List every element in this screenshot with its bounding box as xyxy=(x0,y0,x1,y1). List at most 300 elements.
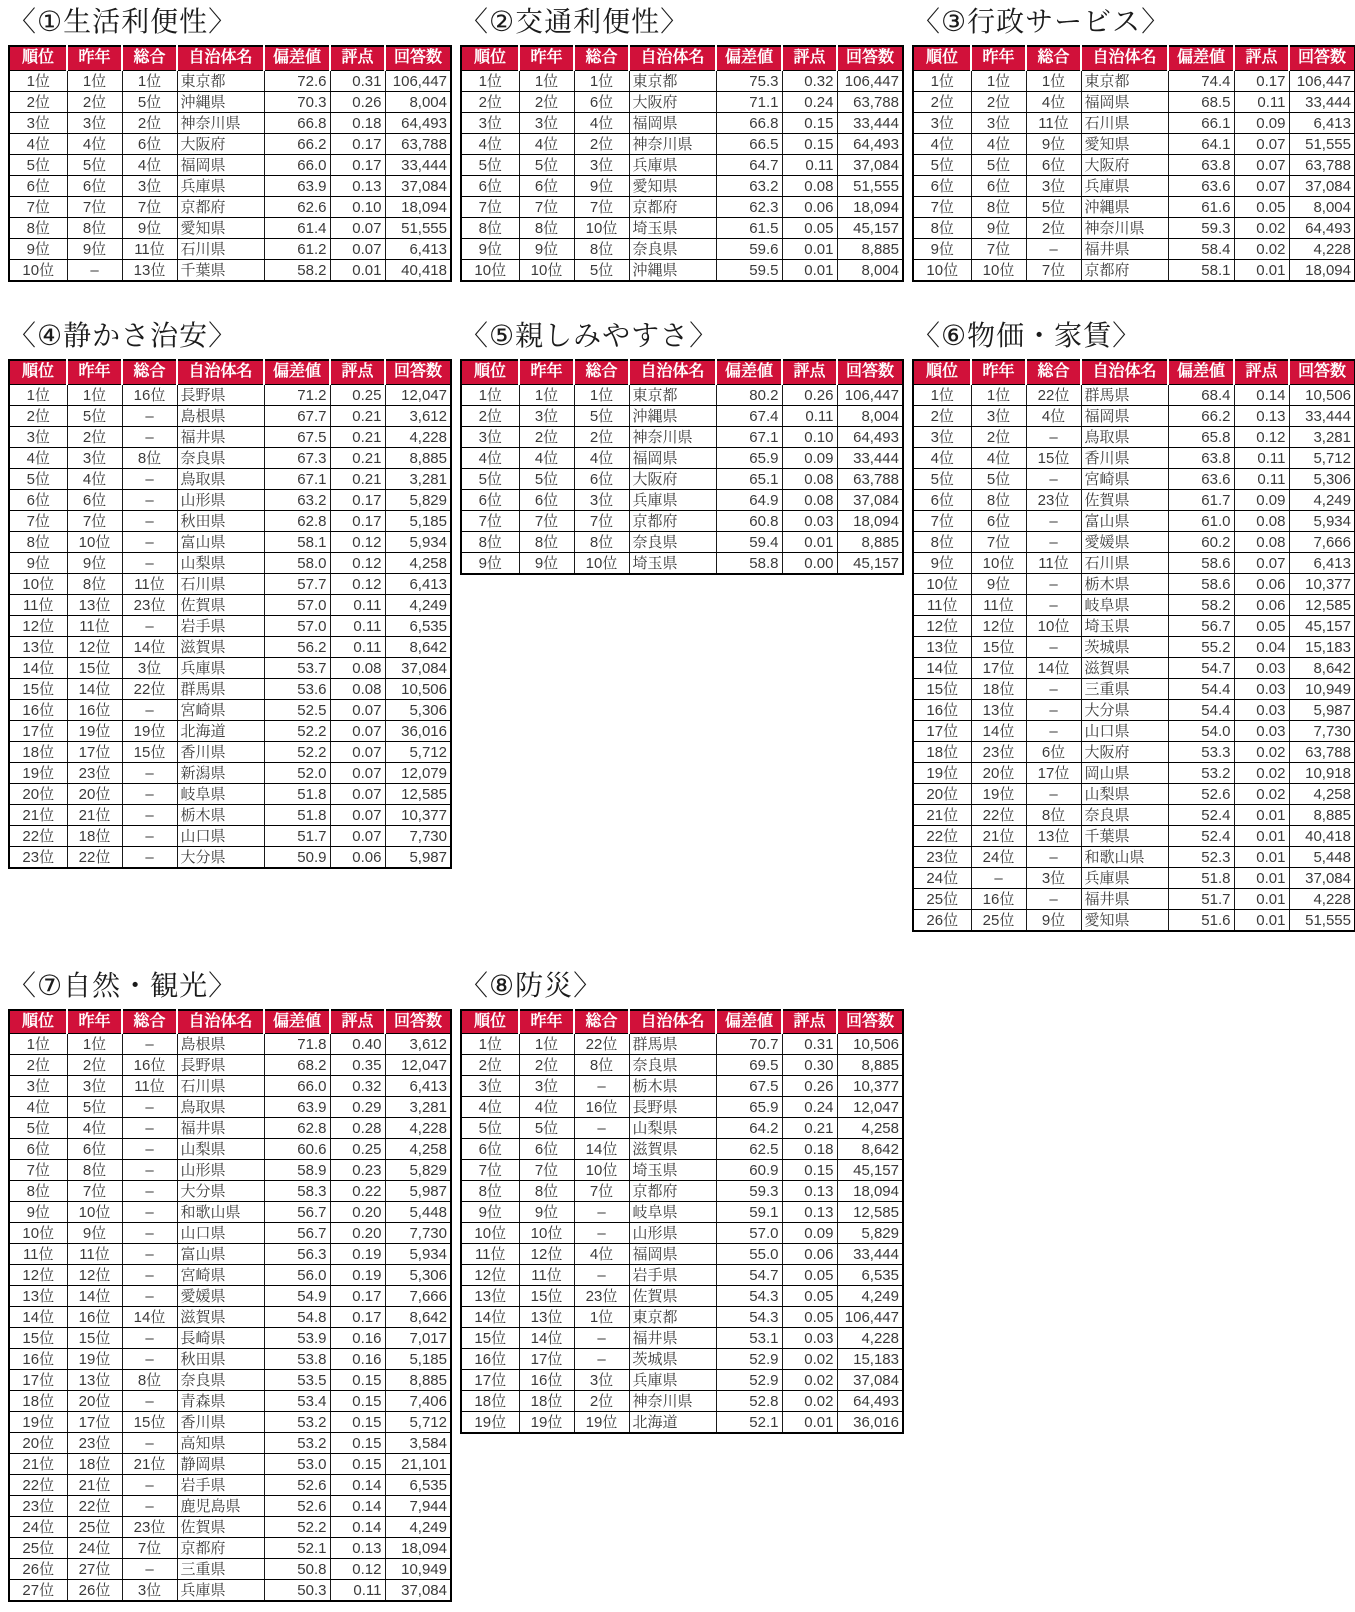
cell-score: 0.08 xyxy=(782,468,837,489)
cell-overall-rank: 8位 xyxy=(122,1370,177,1391)
cell-last-year-rank: 12位 xyxy=(67,636,122,657)
table-row xyxy=(9,1538,451,1559)
cell-deviation-value: 58.1 xyxy=(264,531,330,552)
cell-score: 0.24 xyxy=(782,1097,837,1118)
cell-overall-rank: 23位 xyxy=(122,1517,177,1538)
cell-deviation-value: 52.6 xyxy=(1168,783,1234,804)
cell-last-year-rank: 8位 xyxy=(971,489,1026,510)
cell-deviation-value: 58.8 xyxy=(716,552,782,574)
cell-last-year-rank: 8位 xyxy=(971,196,1026,217)
cell-response-count: 5,448 xyxy=(385,1202,451,1223)
cell-response-count: 8,004 xyxy=(837,405,903,426)
cell-overall-rank: 14位 xyxy=(1026,657,1081,678)
cell-overall-rank: – xyxy=(122,825,177,846)
cell-response-count: 37,084 xyxy=(837,1370,903,1391)
cell-municipality: 富山県 xyxy=(177,1244,264,1265)
cell-deviation-value: 75.3 xyxy=(716,70,782,91)
col-header-response-count: 回答数 xyxy=(1289,46,1355,70)
cell-deviation-value: 67.5 xyxy=(716,1076,782,1097)
cell-rank: 19位 xyxy=(9,762,67,783)
cell-deviation-value: 68.5 xyxy=(1168,91,1234,112)
table-row xyxy=(913,217,1355,238)
cell-score: 0.01 xyxy=(1234,825,1289,846)
cell-municipality: 沖縄県 xyxy=(1081,196,1168,217)
cell-last-year-rank: 11位 xyxy=(519,1265,574,1286)
cell-deviation-value: 71.1 xyxy=(716,91,782,112)
cell-rank: 15位 xyxy=(9,678,67,699)
cell-overall-rank: 6位 xyxy=(122,133,177,154)
cell-response-count: 10,506 xyxy=(837,1034,903,1055)
col-header-rank: 順位 xyxy=(9,1010,67,1034)
cell-last-year-rank: 21位 xyxy=(67,804,122,825)
cell-rank: 25位 xyxy=(9,1538,67,1559)
cell-rank: 22位 xyxy=(913,825,971,846)
cell-deviation-value: 54.0 xyxy=(1168,720,1234,741)
cell-last-year-rank: 8位 xyxy=(519,217,574,238)
cell-last-year-rank: 3位 xyxy=(519,112,574,133)
cell-response-count: 4,258 xyxy=(385,1139,451,1160)
cell-deviation-value: 50.9 xyxy=(264,846,330,868)
cell-score: 0.17 xyxy=(330,489,385,510)
table-row xyxy=(913,154,1355,175)
cell-last-year-rank: 19位 xyxy=(67,1349,122,1370)
cell-overall-rank: – xyxy=(574,1076,629,1097)
cell-last-year-rank: 10位 xyxy=(519,1223,574,1244)
cell-response-count: 5,712 xyxy=(385,1412,451,1433)
table-row xyxy=(461,70,903,91)
cell-municipality: 岩手県 xyxy=(177,615,264,636)
cell-overall-rank: 7位 xyxy=(1026,259,1081,281)
cell-municipality: 栃木県 xyxy=(177,804,264,825)
cell-deviation-value: 56.7 xyxy=(1168,615,1234,636)
cell-score: 0.32 xyxy=(782,70,837,91)
cell-municipality: 愛知県 xyxy=(1081,133,1168,154)
table-row xyxy=(461,217,903,238)
table-row xyxy=(913,238,1355,259)
cell-score: 0.03 xyxy=(782,510,837,531)
cell-deviation-value: 63.9 xyxy=(264,175,330,196)
cell-rank: 7位 xyxy=(9,1160,67,1181)
cell-overall-rank: – xyxy=(122,1118,177,1139)
cell-score: 0.07 xyxy=(1234,154,1289,175)
cell-deviation-value: 57.0 xyxy=(716,1223,782,1244)
cell-deviation-value: 65.9 xyxy=(716,447,782,468)
cell-response-count: 5,829 xyxy=(385,489,451,510)
cell-score: 0.05 xyxy=(782,1307,837,1328)
cell-overall-rank: – xyxy=(122,1328,177,1349)
cell-last-year-rank: 2位 xyxy=(67,426,122,447)
cell-last-year-rank: 22位 xyxy=(971,804,1026,825)
table-row xyxy=(9,91,451,112)
cell-deviation-value: 54.7 xyxy=(1168,657,1234,678)
cell-last-year-rank: 6位 xyxy=(519,489,574,510)
table-row xyxy=(461,1055,903,1076)
col-header-score: 評点 xyxy=(330,1010,385,1034)
cell-score: 0.21 xyxy=(782,1118,837,1139)
table-title-8: 〈⑧防災〉 xyxy=(460,969,603,1001)
cell-score: 0.11 xyxy=(330,636,385,657)
cell-municipality: 京都府 xyxy=(177,196,264,217)
cell-last-year-rank: 5位 xyxy=(67,154,122,175)
cell-response-count: 4,249 xyxy=(1289,489,1355,510)
table-row xyxy=(9,510,451,531)
cell-response-count: 6,413 xyxy=(1289,112,1355,133)
cell-rank: 5位 xyxy=(461,154,519,175)
cell-municipality: 兵庫県 xyxy=(177,175,264,196)
cell-score: 0.05 xyxy=(1234,615,1289,636)
cell-score: 0.07 xyxy=(330,217,385,238)
cell-rank: 2位 xyxy=(9,405,67,426)
cell-score: 0.21 xyxy=(330,405,385,426)
cell-rank: 3位 xyxy=(461,426,519,447)
cell-last-year-rank: 1位 xyxy=(519,1034,574,1055)
cell-score: 0.05 xyxy=(782,1265,837,1286)
cell-municipality: 東京都 xyxy=(629,1307,716,1328)
cell-deviation-value: 52.4 xyxy=(1168,804,1234,825)
table-row xyxy=(461,1391,903,1412)
cell-score: 0.07 xyxy=(330,741,385,762)
cell-last-year-rank: 15位 xyxy=(67,657,122,678)
cell-rank: 7位 xyxy=(461,1160,519,1181)
cell-response-count: 5,306 xyxy=(385,1265,451,1286)
cell-response-count: 8,004 xyxy=(837,259,903,281)
cell-rank: 17位 xyxy=(461,1370,519,1391)
cell-response-count: 10,377 xyxy=(1289,573,1355,594)
cell-deviation-value: 66.0 xyxy=(264,154,330,175)
col-header-last-year: 昨年 xyxy=(519,46,574,70)
cell-response-count: 5,712 xyxy=(1289,447,1355,468)
table-row xyxy=(913,133,1355,154)
cell-response-count: 106,447 xyxy=(837,384,903,405)
cell-score: 0.00 xyxy=(782,552,837,574)
cell-score: 0.01 xyxy=(1234,888,1289,909)
cell-score: 0.11 xyxy=(330,1580,385,1602)
table-row xyxy=(461,1328,903,1349)
table-row xyxy=(913,259,1355,281)
cell-overall-rank: – xyxy=(122,489,177,510)
col-header-rank: 順位 xyxy=(913,46,971,70)
cell-deviation-value: 69.5 xyxy=(716,1055,782,1076)
cell-last-year-rank: 18位 xyxy=(67,825,122,846)
table-row xyxy=(9,447,451,468)
cell-score: 0.15 xyxy=(330,1391,385,1412)
cell-score: 0.32 xyxy=(330,1076,385,1097)
cell-response-count: 4,258 xyxy=(385,552,451,573)
cell-municipality: 佐賀県 xyxy=(177,594,264,615)
cell-overall-rank: 6位 xyxy=(1026,741,1081,762)
col-header-overall: 総合 xyxy=(574,1010,629,1034)
table-row xyxy=(913,573,1355,594)
cell-deviation-value: 66.8 xyxy=(716,112,782,133)
cell-deviation-value: 66.8 xyxy=(264,112,330,133)
cell-municipality: 大分県 xyxy=(177,1181,264,1202)
cell-response-count: 63,788 xyxy=(837,91,903,112)
cell-rank: 21位 xyxy=(9,1454,67,1475)
header-row xyxy=(9,1010,451,1034)
cell-response-count: 3,612 xyxy=(385,405,451,426)
cell-deviation-value: 57.0 xyxy=(264,615,330,636)
cell-deviation-value: 52.2 xyxy=(264,720,330,741)
cell-overall-rank: – xyxy=(122,510,177,531)
table-row xyxy=(461,196,903,217)
cell-deviation-value: 55.0 xyxy=(716,1244,782,1265)
cell-score: 0.28 xyxy=(330,1118,385,1139)
cell-last-year-rank: 11位 xyxy=(67,1244,122,1265)
cell-score: 0.03 xyxy=(782,1328,837,1349)
cell-deviation-value: 57.0 xyxy=(264,594,330,615)
cell-rank: 25位 xyxy=(913,888,971,909)
cell-response-count: 18,094 xyxy=(385,196,451,217)
section-disaster-prevention xyxy=(460,970,902,1435)
cell-last-year-rank: 25位 xyxy=(971,909,1026,931)
cell-score: 0.40 xyxy=(330,1034,385,1055)
cell-last-year-rank: 7位 xyxy=(67,1181,122,1202)
cell-rank: 9位 xyxy=(9,552,67,573)
cell-last-year-rank: 5位 xyxy=(519,154,574,175)
col-header-overall: 総合 xyxy=(574,360,629,384)
cell-municipality: 福井県 xyxy=(629,1328,716,1349)
cell-overall-rank: – xyxy=(1026,426,1081,447)
cell-overall-rank: – xyxy=(1026,888,1081,909)
cell-score: 0.17 xyxy=(330,510,385,531)
cell-deviation-value: 59.1 xyxy=(716,1202,782,1223)
cell-deviation-value: 68.4 xyxy=(1168,384,1234,405)
cell-response-count: 8,004 xyxy=(385,91,451,112)
cell-deviation-value: 51.8 xyxy=(1168,867,1234,888)
cell-last-year-rank: 10位 xyxy=(971,552,1026,573)
cell-response-count: 6,413 xyxy=(385,573,451,594)
cell-overall-rank: 11位 xyxy=(122,238,177,259)
cell-municipality: 新潟県 xyxy=(177,762,264,783)
cell-last-year-rank: 23位 xyxy=(971,741,1026,762)
cell-municipality: 滋賀県 xyxy=(629,1139,716,1160)
cell-score: 0.24 xyxy=(782,91,837,112)
cell-deviation-value: 62.5 xyxy=(716,1139,782,1160)
cell-overall-rank: – xyxy=(1026,510,1081,531)
cell-deviation-value: 51.7 xyxy=(264,825,330,846)
cell-municipality: 奈良県 xyxy=(629,531,716,552)
cell-response-count: 106,447 xyxy=(385,70,451,91)
table-row xyxy=(9,678,451,699)
cell-deviation-value: 63.8 xyxy=(1168,154,1234,175)
cell-rank: 13位 xyxy=(9,636,67,657)
cell-overall-rank: 3位 xyxy=(574,154,629,175)
table-row xyxy=(9,846,451,868)
table-row xyxy=(461,1265,903,1286)
cell-municipality: 長野県 xyxy=(177,1055,264,1076)
cell-score: 0.12 xyxy=(330,573,385,594)
cell-score: 0.23 xyxy=(330,1160,385,1181)
cell-deviation-value: 52.6 xyxy=(264,1475,330,1496)
cell-response-count: 40,418 xyxy=(1289,825,1355,846)
cell-overall-rank: 11位 xyxy=(122,573,177,594)
cell-deviation-value: 58.6 xyxy=(1168,552,1234,573)
table-row xyxy=(9,1349,451,1370)
cell-deviation-value: 80.2 xyxy=(716,384,782,405)
table-row xyxy=(913,783,1355,804)
cell-deviation-value: 64.1 xyxy=(1168,133,1234,154)
cell-last-year-rank: 19位 xyxy=(519,1412,574,1434)
cell-municipality: 埼玉県 xyxy=(1081,615,1168,636)
cell-municipality: 茨城県 xyxy=(629,1349,716,1370)
cell-last-year-rank: 5位 xyxy=(67,1097,122,1118)
col-header-overall: 総合 xyxy=(122,46,177,70)
header-row xyxy=(461,1010,903,1034)
cell-rank: 7位 xyxy=(461,196,519,217)
cell-municipality: 長野県 xyxy=(629,1097,716,1118)
cell-score: 0.01 xyxy=(1234,259,1289,281)
cell-response-count: 6,413 xyxy=(1289,552,1355,573)
cell-overall-rank: 4位 xyxy=(574,112,629,133)
cell-last-year-rank: 20位 xyxy=(67,783,122,804)
cell-rank: 4位 xyxy=(461,447,519,468)
cell-overall-rank: – xyxy=(122,1475,177,1496)
col-header-municipality: 自治体名 xyxy=(1081,360,1168,384)
cell-score: 0.06 xyxy=(1234,573,1289,594)
cell-rank: 6位 xyxy=(913,489,971,510)
cell-last-year-rank: 7位 xyxy=(519,196,574,217)
cell-municipality: 東京都 xyxy=(629,384,716,405)
cell-overall-rank: – xyxy=(122,1139,177,1160)
cell-response-count: 63,788 xyxy=(1289,154,1355,175)
cell-response-count: 64,493 xyxy=(1289,217,1355,238)
cell-overall-rank: – xyxy=(122,846,177,868)
cell-municipality: 滋賀県 xyxy=(1081,657,1168,678)
cell-rank: 19位 xyxy=(9,1412,67,1433)
table-row xyxy=(913,846,1355,867)
cell-municipality: 宮崎県 xyxy=(1081,468,1168,489)
header-row xyxy=(9,46,451,70)
cell-overall-rank: 3位 xyxy=(122,657,177,678)
header-row xyxy=(913,46,1355,70)
cell-municipality: 富山県 xyxy=(177,531,264,552)
cell-rank: 2位 xyxy=(913,91,971,112)
cell-overall-rank: – xyxy=(574,1223,629,1244)
cell-last-year-rank: 4位 xyxy=(67,1118,122,1139)
cell-municipality: 青森県 xyxy=(177,1391,264,1412)
cell-response-count: 10,949 xyxy=(1289,678,1355,699)
cell-last-year-rank: 7位 xyxy=(519,510,574,531)
cell-overall-rank: 7位 xyxy=(574,196,629,217)
cell-rank: 24位 xyxy=(913,867,971,888)
cell-overall-rank: – xyxy=(574,1328,629,1349)
cell-deviation-value: 66.0 xyxy=(264,1076,330,1097)
cell-response-count: 6,535 xyxy=(837,1265,903,1286)
cell-last-year-rank: 12位 xyxy=(67,1265,122,1286)
cell-response-count: 5,185 xyxy=(385,1349,451,1370)
cell-last-year-rank: 1位 xyxy=(971,70,1026,91)
cell-score: 0.02 xyxy=(782,1349,837,1370)
cell-rank: 8位 xyxy=(913,531,971,552)
table-title-5: 〈⑤親しみやすさ〉 xyxy=(460,319,719,351)
header-row xyxy=(461,360,903,384)
cell-response-count: 106,447 xyxy=(1289,70,1355,91)
cell-municipality: 兵庫県 xyxy=(629,154,716,175)
cell-rank: 2位 xyxy=(913,405,971,426)
cell-response-count: 6,535 xyxy=(385,615,451,636)
cell-score: 0.17 xyxy=(330,133,385,154)
table-row xyxy=(9,1454,451,1475)
cell-rank: 23位 xyxy=(913,846,971,867)
cell-rank: 5位 xyxy=(461,1118,519,1139)
cell-response-count: 36,016 xyxy=(837,1412,903,1434)
cell-municipality: 京都府 xyxy=(629,196,716,217)
cell-score: 0.11 xyxy=(1234,447,1289,468)
cell-rank: 27位 xyxy=(9,1580,67,1602)
cell-overall-rank: 4位 xyxy=(574,1244,629,1265)
cell-rank: 4位 xyxy=(461,1097,519,1118)
cell-rank: 11位 xyxy=(9,1244,67,1265)
cell-score: 0.14 xyxy=(330,1517,385,1538)
cell-rank: 16位 xyxy=(9,1349,67,1370)
cell-deviation-value: 51.6 xyxy=(1168,909,1234,931)
table-row xyxy=(913,70,1355,91)
cell-overall-rank: 11位 xyxy=(1026,552,1081,573)
cell-overall-rank: – xyxy=(1026,531,1081,552)
cell-overall-rank: – xyxy=(122,1097,177,1118)
cell-score: 0.10 xyxy=(330,196,385,217)
cell-deviation-value: 53.9 xyxy=(264,1328,330,1349)
cell-municipality: 千葉県 xyxy=(1081,825,1168,846)
cell-response-count: 15,183 xyxy=(1289,636,1355,657)
cell-score: 0.01 xyxy=(1234,846,1289,867)
cell-municipality: 滋賀県 xyxy=(177,1307,264,1328)
table-row xyxy=(913,909,1355,931)
cell-rank: 18位 xyxy=(9,1391,67,1412)
cell-overall-rank: – xyxy=(122,1034,177,1055)
cell-rank: 16位 xyxy=(913,699,971,720)
cell-response-count: 18,094 xyxy=(837,510,903,531)
cell-score: 0.07 xyxy=(1234,133,1289,154)
table-row xyxy=(9,112,451,133)
cell-score: 0.11 xyxy=(782,154,837,175)
col-header-last-year: 昨年 xyxy=(519,360,574,384)
table-row xyxy=(9,783,451,804)
cell-last-year-rank: 1位 xyxy=(67,1034,122,1055)
cell-overall-rank: 11位 xyxy=(1026,112,1081,133)
cell-municipality: 沖縄県 xyxy=(629,405,716,426)
cell-deviation-value: 53.2 xyxy=(264,1433,330,1454)
cell-score: 0.17 xyxy=(1234,70,1289,91)
cell-overall-rank: 4位 xyxy=(1026,91,1081,112)
cell-municipality: 福井県 xyxy=(177,1118,264,1139)
cell-municipality: 奈良県 xyxy=(1081,804,1168,825)
cell-municipality: 愛知県 xyxy=(177,217,264,238)
cell-response-count: 8,885 xyxy=(837,531,903,552)
cell-score: 0.12 xyxy=(330,552,385,573)
table-row xyxy=(9,384,451,405)
cell-overall-rank: – xyxy=(1026,678,1081,699)
cell-municipality: 京都府 xyxy=(177,1538,264,1559)
cell-score: 0.21 xyxy=(330,468,385,489)
cell-municipality: 岩手県 xyxy=(629,1265,716,1286)
cell-last-year-rank: 6位 xyxy=(519,175,574,196)
cell-rank: 17位 xyxy=(9,720,67,741)
cell-deviation-value: 52.1 xyxy=(716,1412,782,1434)
cell-rank: 15位 xyxy=(9,1328,67,1349)
table-row xyxy=(913,552,1355,573)
cell-last-year-rank: 14位 xyxy=(67,1286,122,1307)
cell-municipality: 秋田県 xyxy=(177,1349,264,1370)
cell-response-count: 10,377 xyxy=(385,804,451,825)
cell-response-count: 18,094 xyxy=(837,196,903,217)
cell-rank: 11位 xyxy=(9,594,67,615)
cell-rank: 10位 xyxy=(9,1223,67,1244)
cell-last-year-rank: – xyxy=(67,259,122,281)
table-row xyxy=(913,405,1355,426)
cell-municipality: 沖縄県 xyxy=(177,91,264,112)
cell-response-count: 64,493 xyxy=(385,112,451,133)
